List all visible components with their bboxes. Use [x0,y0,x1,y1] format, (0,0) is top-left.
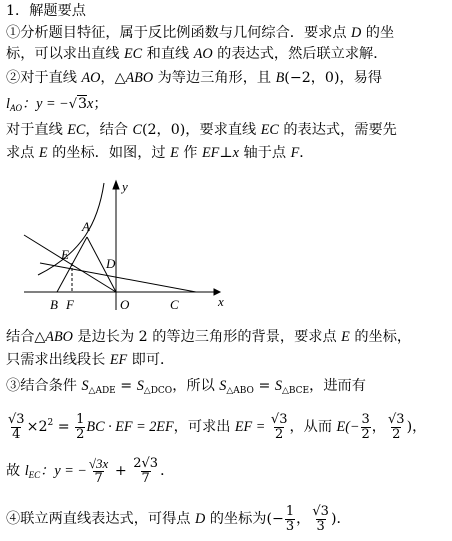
label-y: y [122,179,128,194]
label-c: C [170,297,179,312]
hyperbola-curve [38,183,104,275]
paragraph-4-line-2: 只需求出线段长 EF 即可． [6,352,175,368]
label-a: A [82,219,90,234]
label-e: E [61,247,69,262]
heading: 1．解题要点 [6,3,86,19]
label-x: x [218,294,224,309]
paragraph-4-line-1: 结合△ABO 是边长为 2 的等边三角形的背景，要求点 E 的坐标， [6,329,412,345]
label-f: F [66,297,74,312]
y-axis-arrow [113,181,119,189]
line-ao-equation: $l_{AO}$：y = −√3x； [6,96,108,113]
label-d: D [106,256,116,271]
paragraph-3-line-2: 求点 E 的坐标．如图，过 E 作 EF⊥x 轴于点 F． [6,145,314,161]
paragraph-8: ④联立两直线表达式，可得点 D 的坐标为(− $\frac{1}{3}$ ， $\frac{√3}{3}$ )． [6,503,351,534]
area-equation-line: $\frac{√3}{4}$ $\times 2^2$ = $\frac{1}{2}$ BC · EF = 2EF，可求出 EF = $\frac{√3}{2}$ ，从而 E(− $\frac{3}{2}$ ， $\frac{√3}{2}$ )， [8,411,427,442]
paragraph-1-line-1: ①分析题目特征，属于反比例函数与几何综合．要求点 D 的坐 [6,25,395,41]
line-ec-equation: 故 $l_{EC}$：y = − $\frac{√3x}{7}$ + $\frac{2√3}{7}$ ． [6,455,175,486]
paragraph-1-line-2: 标，可以求出直线 EC 和直线 AO 的表达式，然后联立求解． [6,46,388,62]
line-ec [40,263,196,292]
paragraph-5: ③结合条件 $S_{\triangle ADE} = S_{\triangle DCO}$，所以 $S_{\triangle ABO} = S_{\triangle BCE}$，进而有 [6,378,366,396]
line-ao [24,235,116,292]
label-b: B [50,297,58,312]
paragraph-3-line-1: 对于直线 EC，结合 C(2，0)，要求直线 EC 的表达式，需要先 [6,122,397,138]
geometry-figure [20,175,230,315]
paragraph-2-line-1: ②对于直线 AO，△ABO 为等边三角形，且 B(−2，0)，易得 [6,70,383,86]
label-o: O [120,297,130,312]
